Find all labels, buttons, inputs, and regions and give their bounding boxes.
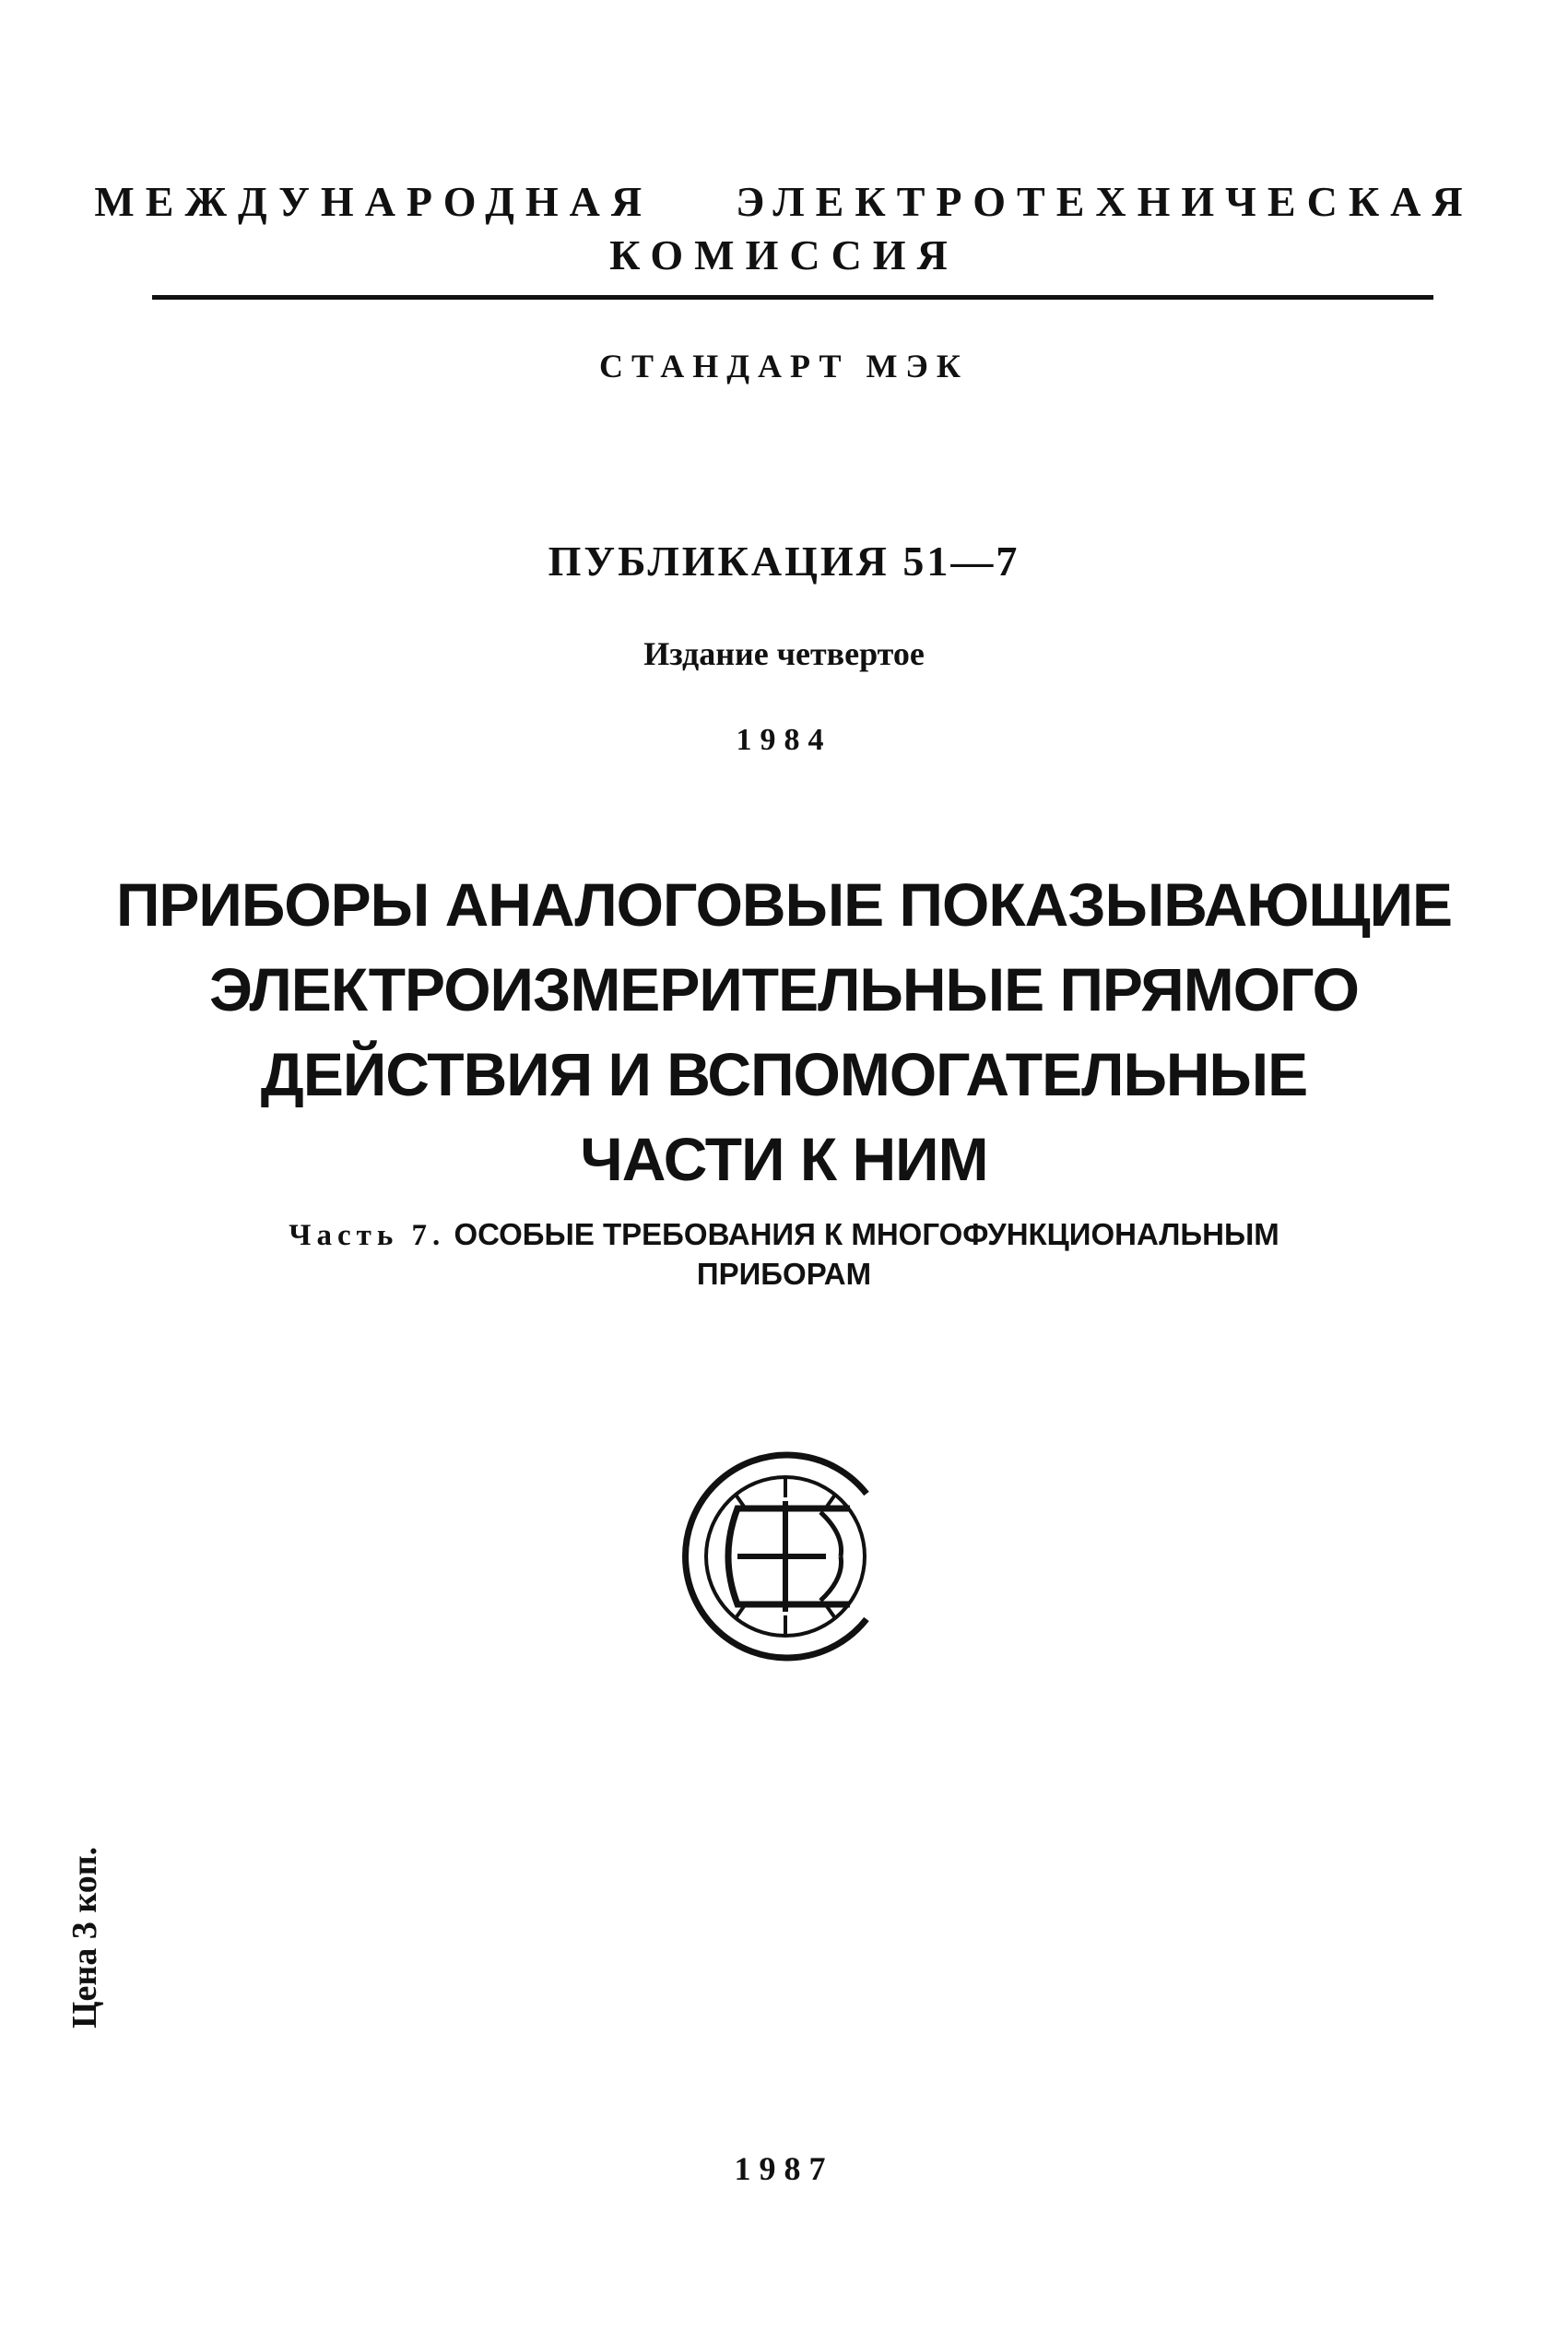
standard-label: СТАНДАРТ МЭК xyxy=(599,348,969,384)
organization-word-electrotechnical: ЭЛЕКТРОТЕХНИЧЕСКАЯ xyxy=(736,178,1474,225)
edition-label: Издание четвертое xyxy=(643,635,925,672)
header-divider xyxy=(152,295,1433,300)
document-title xyxy=(0,862,1568,1201)
document-title-line: ДЕЙСТВИЯ И ВСПОМОГАТЕЛЬНЫЕ xyxy=(260,1040,1308,1108)
document-title-line: ПРИБОРЫ АНАЛОГОВЫЕ ПОКАЗЫВАЮЩИЕ xyxy=(115,870,1453,939)
subtitle-line2: ПРИБОРАМ xyxy=(696,1257,872,1291)
price-label: Цена 3 коп. xyxy=(65,1846,104,2028)
part-label: Часть 7. xyxy=(289,1219,446,1252)
subtitle-text: ОСОБЫЕ ТРЕБОВАНИЯ К МНОГОФУНКЦИОНАЛЬНЫМ xyxy=(454,1217,1279,1251)
iec-emblem-icon xyxy=(682,1446,903,1667)
document-title-line: ЧАСТИ К НИМ xyxy=(580,1125,988,1193)
organization-name-line1 xyxy=(0,177,1568,226)
edition-year: 1984 xyxy=(736,723,832,757)
publication-year: 1987 xyxy=(734,2150,834,2187)
document-title-line: ЭЛЕКТРОИЗМЕРИТЕЛЬНЫЕ ПРЯМОГО xyxy=(209,955,1359,1023)
organization-word-international: МЕЖДУНАРОДНАЯ xyxy=(94,178,654,225)
organization-name-line2: КОМИССИЯ xyxy=(609,231,959,278)
document-subtitle xyxy=(0,1215,1568,1294)
publication-number: ПУБЛИКАЦИЯ 51—7 xyxy=(548,538,1020,585)
subtitle-line1 xyxy=(0,1215,1568,1255)
